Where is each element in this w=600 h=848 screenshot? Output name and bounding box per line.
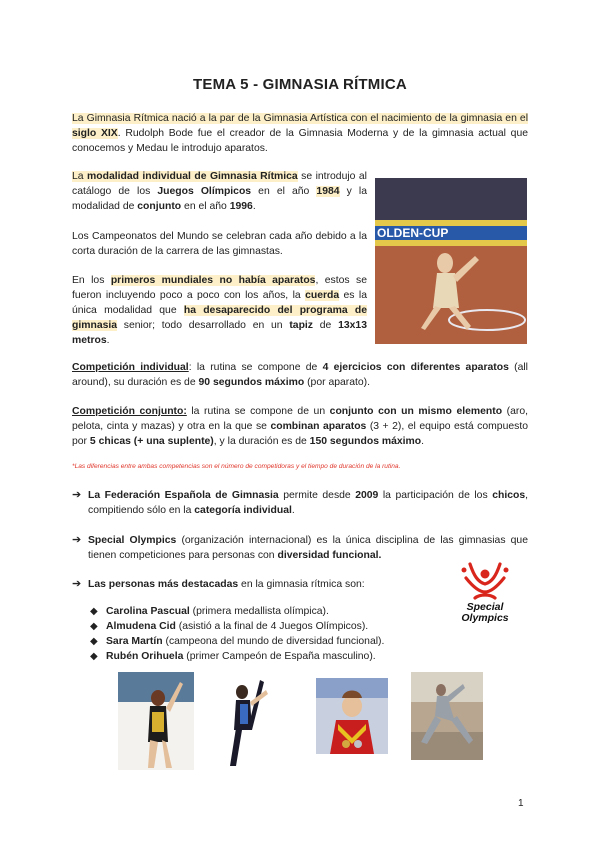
banner-text: OLDEN-CUP	[377, 226, 449, 240]
list-item: ◆ Almudena Cid (asistió a la final de 4 Juegos Olímpicos).	[90, 621, 369, 632]
list-item: ◆ Carolina Pascual (primera medallista olímpica).	[90, 606, 329, 617]
diamond-icon: ◆	[90, 621, 98, 632]
individual-paragraph: Competición individual: la rutina se compone de 4 ejercicios con diferentes aparatos (all around), su duración es de 90 segundos máximo (por aparato).	[72, 362, 528, 388]
photo-carolina-pascual	[118, 672, 194, 770]
diamond-icon: ◆	[90, 651, 98, 662]
conjunto-paragraph: Competición conjunto: la rutina se compone de un conjunto con un mismo elemento (aro, pelota, cinta y mazas) y otra en la que se combinan aparatos (3 + 2), el equipo está compuesto por 5 chicas (+ una suplente), y la duración es de 150 segundos máximo.	[72, 406, 528, 447]
olympic-paragraph: La modalidad individual de Gimnasia Rítmica se introdujo al catálogo de los Juegos Olímpicos en el año 1984 y la modalidad de conjunto en el año 1996.	[72, 171, 368, 212]
intro-paragraph: La Gimnasia Rítmica nació a la par de la Gimnasia Artística con el nacimiento de la gimnasia en el siglo XIX. Rudolph Bode fue el creador de la Gimnasia Moderna y de la gimnasia actual que conocemos y Medau le introdujo aparatos.	[72, 113, 529, 154]
worlds-paragraph: Los Campeonatos del Mundo se celebran cada año debido a la corta duración de la carrera de las gimnastas.	[72, 231, 367, 257]
diamond-icon: ◆	[90, 606, 98, 617]
differences-note: *Las diferencias entre ambas competencias son el número de competidoras y el tiempo de duración de la rutina.	[72, 463, 401, 470]
arrow-icon: ➔	[72, 489, 82, 501]
photo-sara-martin	[316, 678, 388, 754]
list-item: ◆ Sara Martín (campeona del mundo de diversidad funcional).	[90, 636, 385, 647]
list-item: ◆ Rubén Orihuela (primer Campeón de España masculino).	[90, 651, 376, 662]
special-olympics-logo	[440, 558, 530, 632]
photo-almudena-cid	[212, 670, 276, 770]
apparatus-paragraph: En los primeros mundiales no había aparatos, estos se fueron incluyendo poco a poco con los años, la cuerda es la única modalidad que ha desaparecido del programa de gimnasia senior; todo desarrollado en un tapiz de 13x13 metros.	[72, 275, 367, 346]
arrow-icon: ➔	[72, 578, 82, 590]
logo-line2: Olympics	[461, 612, 509, 624]
arrow-icon: ➔	[72, 534, 82, 546]
bullet-federation: ➔ La Federación Española de Gimnasia permite desde 2009 la participación de los chicos, compitiendo sólo en la categoría individual.	[72, 489, 528, 516]
bullet-special-olympics: ➔ Special Olympics (organización internacional) es la única disciplina de las gimnasias que tienen competiciones para personas con diversidad funcional.	[72, 534, 528, 561]
logo-line1: Special	[466, 601, 504, 613]
page-title: TEMA 5 - GIMNASIA RÍTMICA	[193, 76, 407, 93]
people-list	[90, 604, 430, 664]
gymnast-hoop-photo	[375, 178, 527, 344]
bullet-notable-people: ➔ Las personas más destacadas en la gimnasia rítmica son:	[72, 578, 365, 590]
photo-ruben-orihuela	[411, 672, 483, 760]
page-number: 1	[518, 798, 524, 809]
diamond-icon: ◆	[90, 636, 98, 647]
